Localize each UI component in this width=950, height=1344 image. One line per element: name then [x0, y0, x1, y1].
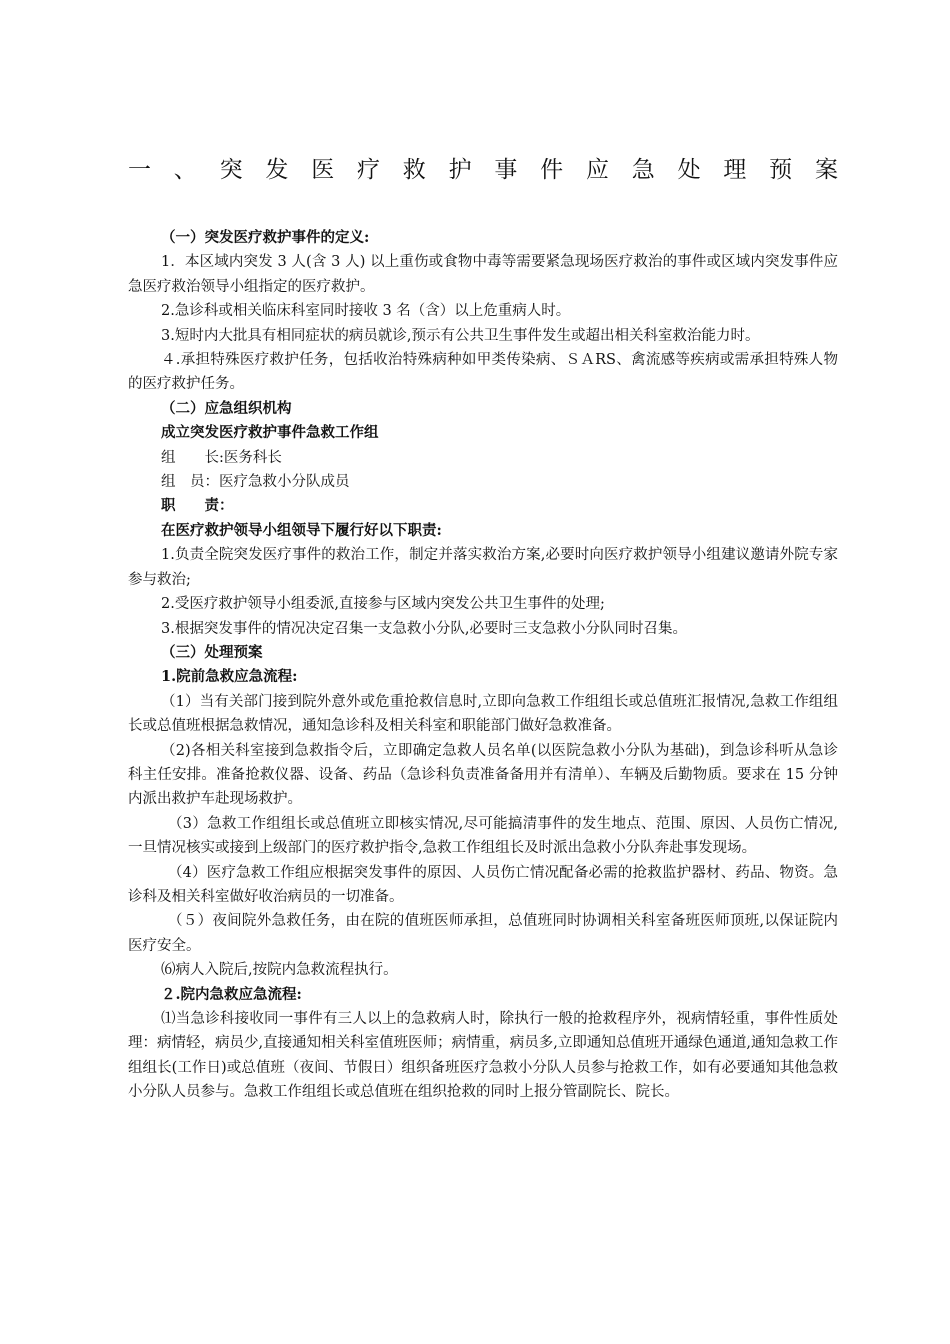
paragraph: 2.受医疗救护领导小组委派,直接参与区域内突发公共卫生事件的处理;: [161, 596, 605, 613]
title-char: 护: [448, 157, 472, 183]
paragraph: （５）夜间院外急救任务，由在院的值班医师承担，总值班同时协调相关科室备班医师顶班,以保证院内医疗安全。: [128, 913, 838, 954]
title-char: 一: [128, 157, 151, 183]
paragraph: （4）医疗急救工作组应根据突发事件的原因、人员伤亡情况配备必需的抢救监护器材、药品、物资。急诊科及相关科室做好收治病员的一切准备。: [128, 864, 838, 905]
title-char: 事: [494, 157, 518, 183]
paragraph: 2.急诊科或相关临床科室同时接收 3 名（含）以上危重病人时。: [161, 303, 571, 320]
paragraph: 1．本区域内突发 3 人(含 3 人) 以上重伤或食物中毒等需要紧急现场医疗救治的事件或区域内突发事件应急医疗救治领导小组指定的医疗救护。: [128, 254, 838, 295]
section-heading-2: （二）应急组织机构: [161, 399, 292, 417]
title-char: 案: [814, 157, 838, 183]
title-char: 急: [631, 157, 655, 183]
title-char: 件: [540, 157, 564, 183]
title-char: 疗: [356, 157, 380, 183]
paragraph: （3）急救工作组组长或总值班立即核实情况,尽可能搞清事件的发生地点、范围、原因、人员伤亡情况,一旦情况核实或接到上级部门的医疗救护指令,急救工作组组长及时派出急救小分队奔赴事发现场。: [128, 815, 838, 857]
title-char: 突: [219, 157, 243, 183]
paragraph: 3.根据突发事件的情况决定召集一支急救小分队,必要时三支急救小分队同时召集。: [161, 620, 687, 637]
paragraph: （2)各相关科室接到急救指令后，立即确定急救人员名单(以医院急救小分队为基础)，到急诊科听从急诊科主任安排。准备抢救仪器、设备、药品（急诊科负责准备备用并有清单）、车辆及后勤物质。要求在 15 分钟内派出救护车赴现场救护。: [128, 742, 838, 808]
section-heading-3: （三）处理预案: [161, 643, 263, 661]
team-member-line: 组 员：医疗急救小分队成员: [161, 474, 350, 491]
title-char: 理: [723, 157, 747, 183]
paragraph: ４.承担特殊医疗救护任务，包括收治特殊病种如甲类传染病、ＳＡRS、禽流感等疾病或需承担特殊人物的医疗救护任务。: [128, 352, 838, 393]
title-char: 处: [677, 157, 701, 183]
duties-label: 职 责：: [161, 497, 234, 515]
title-char: 医: [311, 157, 335, 183]
paragraph: ⑴当急诊科接收同一事件有三人以上的急救病人时，除执行一般的抢救程序外，视病情轻重，事件性质处理：病情轻，病员少,直接通知相关科室值班医师；病情重，病员多,立即通知总值班开通绿色通道,通知急救工作组组长(工作日)或总值班（夜间、节假日）组织备班医疗急救小分队人员参与抢救工作，如有必要通知其他急救小分队人员参与。急救工作组组长或总值班在组织抢救的同时上报分管副院长、院长。: [128, 1011, 838, 1101]
subheading: 1.院前急救应急流程:: [161, 668, 298, 686]
paragraph: 1.负责全院突发医疗事件的救治工作，制定并落实救治方案,必要时向医疗救护领导小组建议邀请外院专家参与救治;: [128, 547, 838, 588]
document-body: [128, 226, 838, 1105]
document-title: [128, 153, 838, 187]
subheading: 成立突发医疗救护事件急救工作组: [161, 424, 379, 442]
subheading: ２.院内急救应急流程:: [161, 985, 302, 1003]
title-char: 发: [265, 157, 289, 183]
duties-intro: 在医疗救护领导小组领导下履行好以下职责:: [161, 521, 442, 539]
title-char: 、: [173, 157, 197, 183]
section-heading-1: （一）突发医疗救护事件的定义:: [161, 229, 370, 246]
title-char: 应: [585, 157, 609, 183]
team-leader-line: 组 长:医务科长: [161, 449, 282, 466]
paragraph: （1）当有关部门接到院外意外或危重抢救信息时,立即向急救工作组组长或总值班汇报情况,急救工作组组长或总值班根据急救情况，通知急诊科及相关科室和职能部门做好急救准备。: [128, 693, 838, 735]
paragraph: 3.短时内大批具有相同症状的病员就诊,预示有公共卫生事件发生或超出相关科室救治能力时。: [161, 327, 760, 344]
title-char: 救: [402, 157, 426, 183]
title-char: 预: [769, 157, 793, 183]
paragraph: ⑹病人入院后,按院内急救流程执行。: [161, 962, 398, 979]
